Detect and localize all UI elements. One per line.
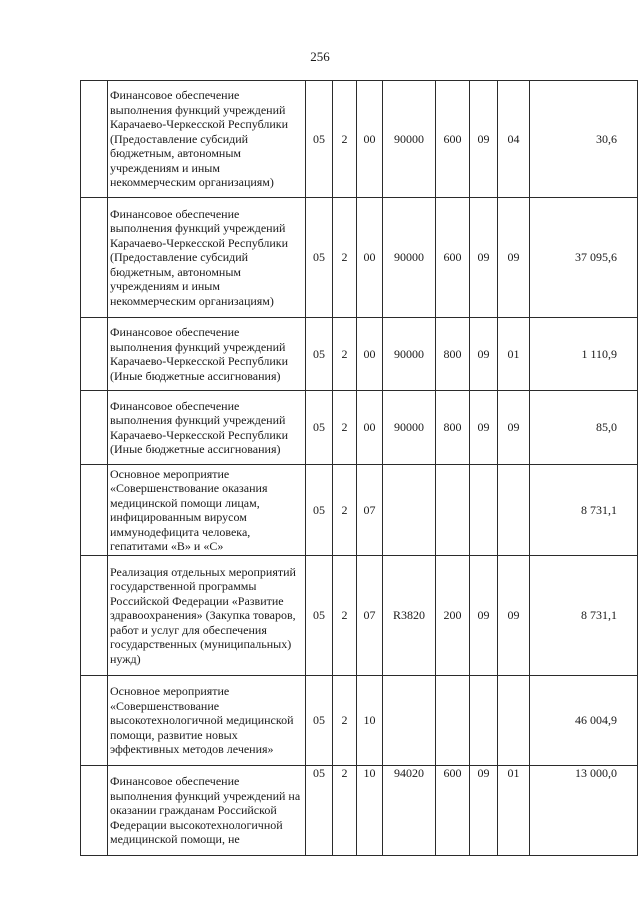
subsection-code [498,465,530,556]
table-row [81,766,638,856]
amount: 8 731,1 [530,465,638,556]
subsection-code: 09 [498,198,530,318]
subprogram-code: 2 [333,81,357,198]
subsection-code: 04 [498,81,530,198]
subprogram-code: 2 [333,766,357,856]
section-code: 09 [470,318,498,391]
program-code: 05 [306,676,333,766]
subprogram-code: 2 [333,391,357,465]
program-code: 05 [306,391,333,465]
main-event-code: 07 [357,465,383,556]
item-name-cell [108,198,306,318]
main-event-code: 00 [357,391,383,465]
main-event-code: 00 [357,198,383,318]
expense-type-code: 600 [436,766,470,856]
item-name: Финансовое обеспечение выполнения функций учреждений на оказании гражданам Российской Федерации высокотехнологичной медицинской помощи, не [110,774,301,847]
subsection-code: 01 [498,318,530,391]
program-code: 05 [306,556,333,676]
section-code: 09 [470,556,498,676]
item-name-cell [108,318,306,391]
item-name: Финансовое обеспечение выполнения функций учреждений Карачаево-Черкесской Республики (Предоставление субсидий бюджетным, автономным учреждениям и иным некоммерческим организациям) [110,88,289,190]
item-name-cell [108,556,306,676]
subprogram-code: 2 [333,198,357,318]
item-name: Основное мероприятие «Совершенствование оказания медицинской помощи лицам, инфицированным вирусом иммунодефицита человека, гепатитами «В» и «С» [110,466,268,553]
blank-cell [81,81,108,198]
direction-code: 90000 [383,318,436,391]
amount: 46 004,9 [530,676,638,766]
expense-type-code: 200 [436,556,470,676]
page-number: 256 [310,49,330,64]
item-name-cell [108,465,306,556]
blank-cell [81,465,108,556]
table-row [81,318,638,391]
expense-type-code: 600 [436,198,470,318]
main-event-code: 00 [357,81,383,198]
section-code [470,676,498,766]
subsection-code: 09 [498,391,530,465]
item-name-cell [108,81,306,198]
item-name: Финансовое обеспечение выполнения функций учреждений Карачаево-Черкесской Республики (Иные бюджетные ассигнования) [110,325,289,383]
direction-code: R3820 [383,556,436,676]
table-row [81,556,638,676]
program-code: 05 [306,465,333,556]
expense-type-code: 800 [436,318,470,391]
main-event-code: 10 [357,766,383,856]
amount: 1 110,9 [530,318,638,391]
blank-cell [81,198,108,318]
table-row [81,676,638,766]
expense-type-code [436,676,470,766]
direction-code: 90000 [383,198,436,318]
main-event-code: 10 [357,676,383,766]
section-code: 09 [470,198,498,318]
section-code: 09 [470,391,498,465]
program-code: 05 [306,318,333,391]
main-event-code: 00 [357,318,383,391]
expense-type-code: 600 [436,81,470,198]
budget-table [80,80,638,856]
subsection-code: 09 [498,556,530,676]
expense-type-code [436,465,470,556]
item-name-cell [108,391,306,465]
amount: 30,6 [530,81,638,198]
table-row [81,465,638,556]
direction-code: 94020 [383,766,436,856]
budget-table-body [81,81,638,856]
table-row [81,391,638,465]
item-name: Реализация отдельных мероприятий государственной программы Российской Федерации «Развитие здравоохранения» (Закупка товаров, работ и услуг для обеспечения государственных (муниципальных) нужд) [110,564,296,666]
blank-cell [81,318,108,391]
amount: 8 731,1 [530,556,638,676]
section-code: 09 [470,766,498,856]
amount: 13 000,0 [530,766,638,856]
section-code: 09 [470,81,498,198]
amount: 37 095,6 [530,198,638,318]
program-code: 05 [306,766,333,856]
blank-cell [81,556,108,676]
item-name: Финансовое обеспечение выполнения функций учреждений Карачаево-Черкесской Республики (Предоставление субсидий бюджетным, автономным учреждениям и иным некоммерческим организациям) [110,206,289,308]
blank-cell [81,391,108,465]
subsection-code [498,676,530,766]
program-code: 05 [306,81,333,198]
item-name-cell [108,766,306,856]
amount: 85,0 [530,391,638,465]
subprogram-code: 2 [333,465,357,556]
direction-code: 90000 [383,391,436,465]
direction-code: 90000 [383,81,436,198]
program-code: 05 [306,198,333,318]
direction-code [383,465,436,556]
subsection-code: 01 [498,766,530,856]
table-row [81,198,638,318]
subprogram-code: 2 [333,556,357,676]
item-name: Основное мероприятие «Совершенствование высокотехнологичной медицинской помощи, развитие новых эффективных методов лечения» [110,684,294,757]
subprogram-code: 2 [333,676,357,766]
blank-cell [81,766,108,856]
direction-code [383,676,436,766]
expense-type-code: 800 [436,391,470,465]
item-name-cell [108,676,306,766]
main-event-code: 07 [357,556,383,676]
section-code [470,465,498,556]
table-row [81,81,638,198]
subprogram-code: 2 [333,318,357,391]
item-name: Финансовое обеспечение выполнения функций учреждений Карачаево-Черкесской Республики (Иные бюджетные ассигнования) [110,398,289,456]
blank-cell [81,676,108,766]
